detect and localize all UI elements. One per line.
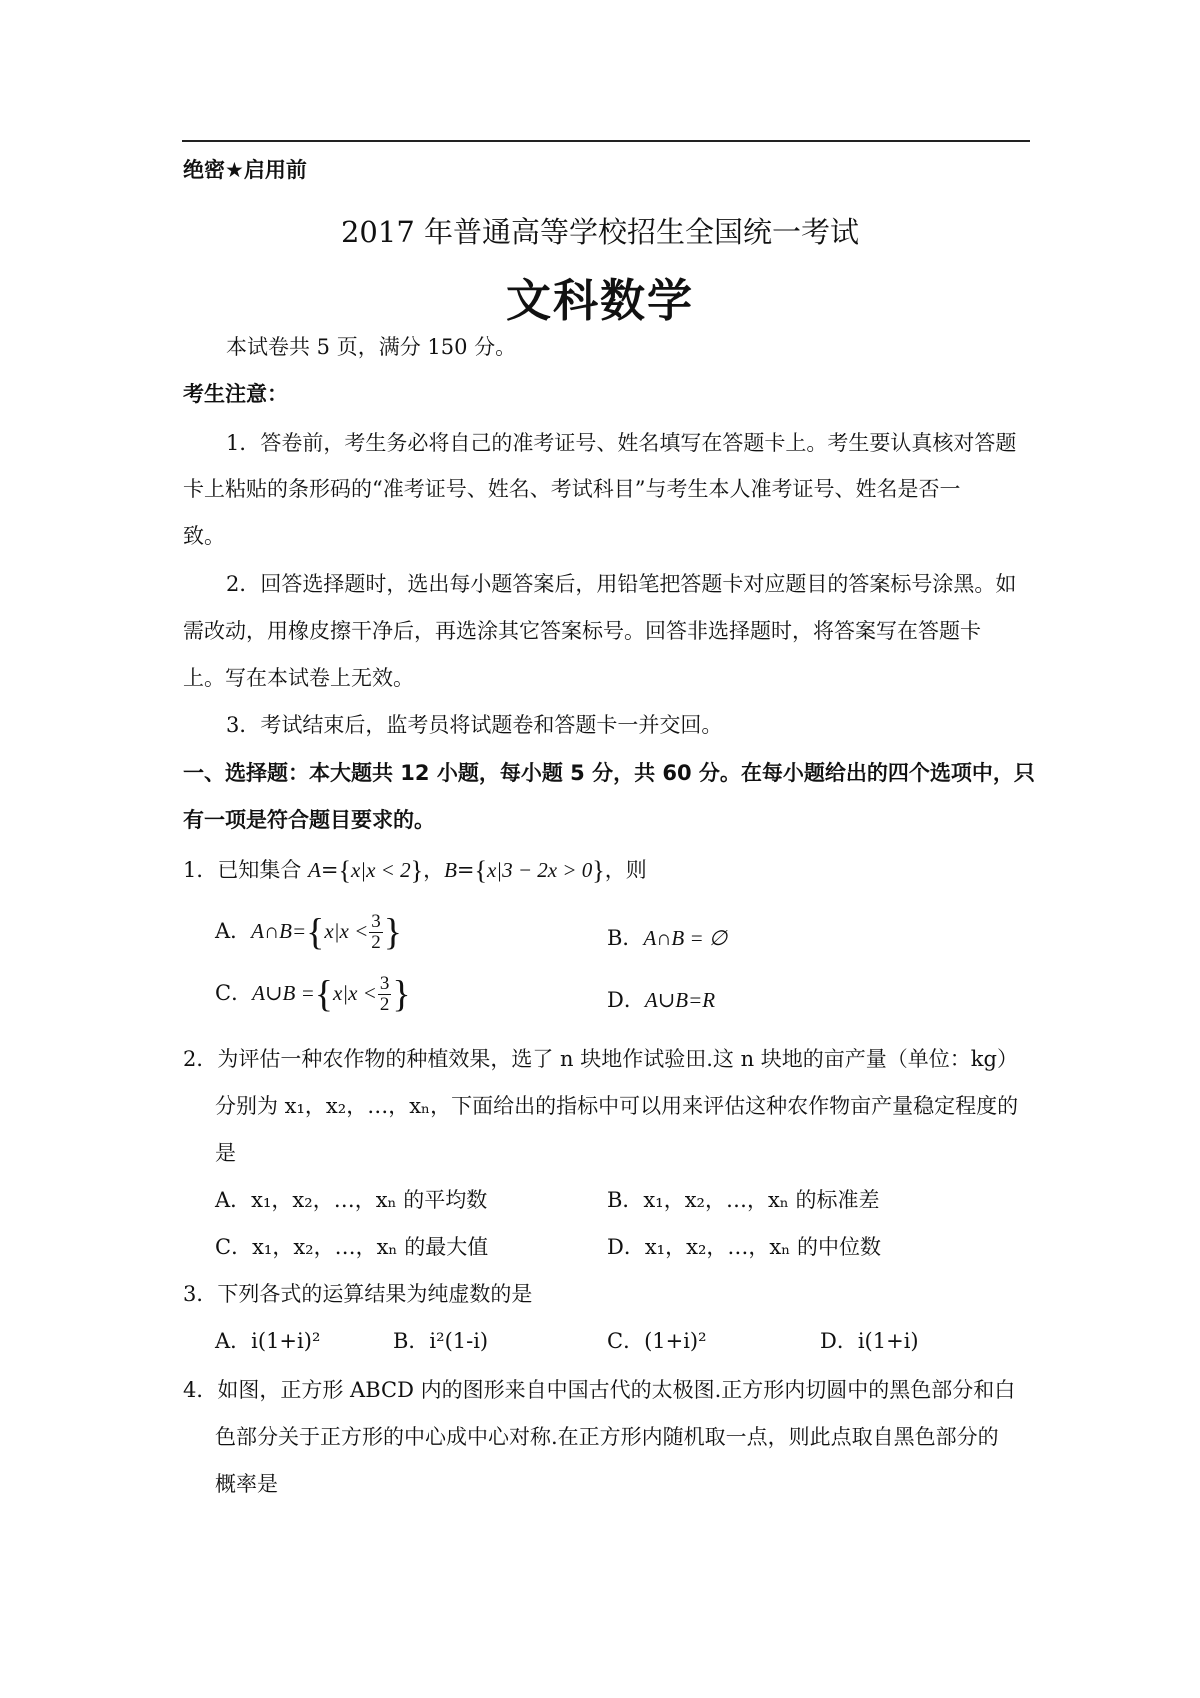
- question-number: 4．: [183, 1378, 218, 1402]
- brace-right: }: [592, 856, 605, 885]
- q3-option-c: C．(1+i)²: [607, 1329, 707, 1353]
- set-b-body: x|3 − 2x > 0: [486, 858, 593, 882]
- section1-line2: 有一项是符合题目要求的。: [183, 808, 435, 832]
- fraction: [369, 912, 383, 953]
- q3-option-b: B．i²(1-i): [393, 1329, 489, 1353]
- option-expr: A∪B =: [252, 981, 315, 1005]
- notice-heading: 考生注意：: [183, 382, 288, 406]
- notice-1-line3: 致。: [183, 524, 225, 548]
- brace-right: }: [383, 911, 403, 954]
- question-2-line2: 分别为 x₁，x₂，…，xₙ，下面给出的指标中可以用来评估这种农作物亩产量稳定程度的: [215, 1094, 1019, 1118]
- q1-option-c: [215, 974, 411, 1015]
- question-2-line1: [183, 1047, 1018, 1071]
- q1-suffix: ，则: [604, 858, 647, 882]
- secret-label: 绝密★启用前: [183, 158, 307, 182]
- subject-title: 文科数学: [505, 274, 694, 327]
- option-label: C．: [215, 981, 253, 1005]
- q1-prefix: 已知集合: [217, 858, 309, 882]
- notice-1-line2: 卡上粘贴的条形码的“准考证号、姓名、考试科目”与考生本人准考证号、姓名是否一: [183, 477, 961, 501]
- q1-sep: ，: [423, 858, 445, 882]
- q2-option-c: C．x₁，x₂，…，xₙ 的最大值: [215, 1235, 489, 1259]
- q3-option-a: A．i(1+i)²: [215, 1329, 321, 1353]
- top-rule: [182, 140, 1030, 142]
- notice-1-line1: 1．答卷前，考生务必将自己的准考证号、姓名填写在答题卡上。考生要认真核对答题: [226, 431, 1017, 455]
- brace-left: {: [306, 911, 325, 954]
- option-label: D．: [607, 988, 645, 1012]
- intro-text: 本试卷共 5 页，满分 150 分。: [226, 335, 517, 359]
- option-expr: A∩B=: [251, 919, 307, 943]
- question-number: 2．: [183, 1047, 218, 1071]
- q3-option-d: D．i(1+i): [820, 1329, 919, 1353]
- q2-option-d: D．x₁，x₂，…，xₙ 的中位数: [607, 1235, 881, 1259]
- fraction-denominator: 2: [379, 994, 390, 1015]
- brace-right: }: [410, 856, 424, 885]
- option-set: x|x <: [333, 981, 377, 1005]
- section1-line1: 一、选择题：本大题共 12 小题，每小题 5 分，共 60 分。在每小题给出的四个选项中，只: [183, 761, 1035, 785]
- question-1-stem: 1．已知集合 A={x|x < 2}，B={x|3 − 2x > 0}，则: [183, 856, 647, 885]
- q1-option-b: [607, 926, 727, 950]
- question-number: 1．: [183, 858, 218, 882]
- set-a-name: A: [308, 858, 321, 882]
- brace-right: }: [392, 973, 411, 1016]
- brace-left: {: [474, 856, 487, 885]
- question-3-stem: [183, 1282, 532, 1306]
- notice-3-line1: 3．考试结束后，监考员将试题卷和答题卡一并交回。: [226, 713, 723, 737]
- fraction-numerator: 3: [371, 911, 381, 932]
- set-a-body: x|x < 2: [350, 858, 411, 882]
- notice-2-line3: 上。写在本试卷上无效。: [183, 666, 414, 690]
- question-2-line3: 是: [215, 1141, 236, 1165]
- brace-left: {: [338, 856, 351, 885]
- q3-stem-text: 下列各式的运算结果为纯虚数的是: [217, 1282, 533, 1306]
- notice-2-line1: 2．回答选择题时，选出每小题答案后，用铅笔把答题卡对应题目的答案标号涂黑。如: [226, 572, 1017, 596]
- q2-text-line1: 为评估一种农作物的种植效果，选了 n 块地作试验田.这 n 块地的亩产量（单位：kg）: [217, 1047, 1018, 1071]
- question-4-line2: 色部分关于正方形的中心成中心对称.在正方形内随机取一点，则此点取自黑色部分的: [215, 1425, 999, 1449]
- option-expr: A∪B=R: [644, 988, 716, 1012]
- q2-option-b: B．x₁，x₂，…，xₙ 的标准差: [607, 1188, 880, 1212]
- q1-option-d: [607, 988, 715, 1012]
- q2-option-a: A．x₁，x₂，…，xₙ 的平均数: [215, 1188, 488, 1212]
- question-4-line1: [183, 1378, 1015, 1402]
- notice-2-line2: 需改动，用橡皮擦干净后，再选涂其它答案标号。回答非选择题时，将答案写在答题卡: [183, 619, 981, 643]
- q4-text-line1: 如图，正方形 ABCD 内的图形来自中国古代的太极图.正方形内切圆中的黑色部分和白: [217, 1378, 1016, 1402]
- question-4-line3: 概率是: [215, 1472, 278, 1496]
- fraction-numerator: 3: [379, 973, 390, 994]
- exam-title: 2017 年普通高等学校招生全国统一考试: [340, 215, 860, 249]
- option-label: B．: [607, 926, 644, 950]
- option-label: A．: [215, 919, 252, 943]
- q1-option-a: [215, 912, 402, 953]
- brace-left: {: [314, 973, 333, 1016]
- option-expr: A∩B = ∅: [643, 926, 728, 950]
- option-set: x|x <: [324, 919, 369, 943]
- question-number: 3．: [183, 1282, 218, 1306]
- fraction-denominator: 2: [371, 932, 381, 953]
- set-b-name: B: [444, 858, 457, 882]
- fraction: [378, 974, 392, 1015]
